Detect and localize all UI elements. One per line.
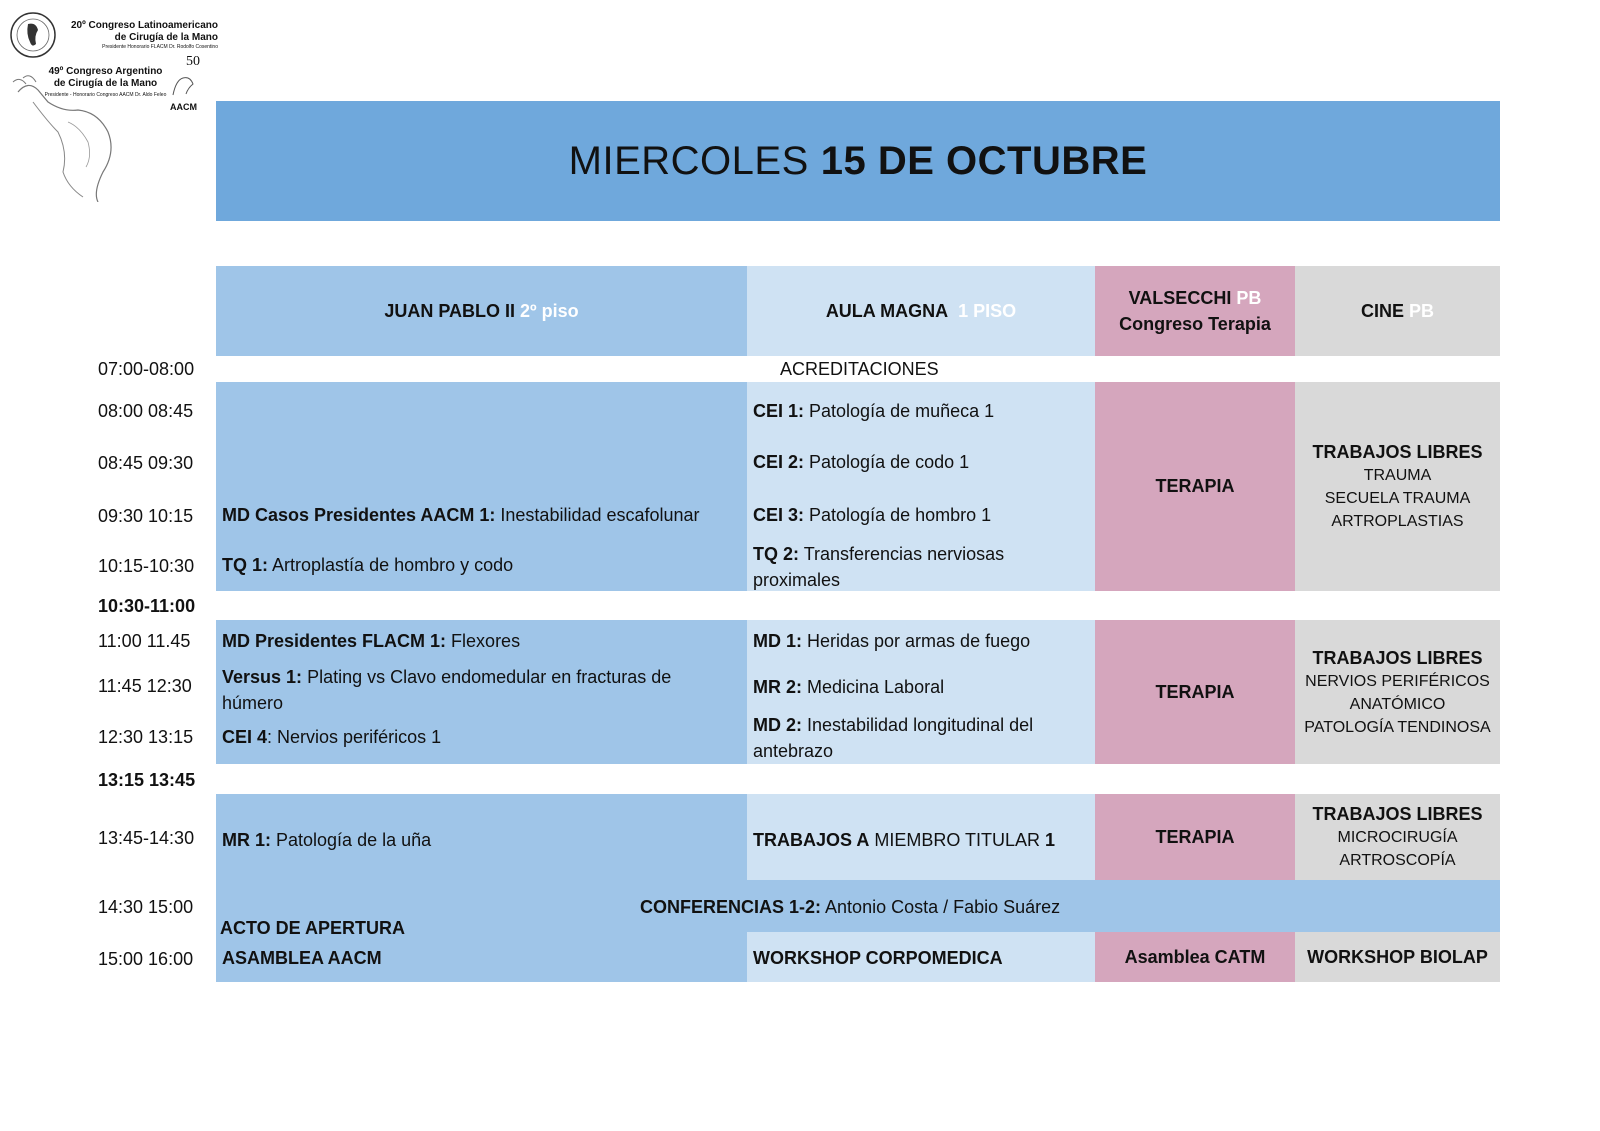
time-label: 11:00 11.45 [98, 631, 191, 651]
time-label: 10:15-10:30 [98, 556, 195, 576]
session-title: Plating vs Clavo endomedular en fracturas de húmero [222, 667, 672, 713]
trabajos-libres-item: PATOLOGÍA TENDINOSA [1304, 718, 1491, 736]
time-label: 13:45-14:30 [98, 828, 195, 848]
session-title: Inestabilidad escafolunar [495, 505, 700, 525]
session-versus1 [216, 664, 716, 716]
session-code: MD 2: [753, 715, 802, 735]
trabajos-libres-item: ARTROPLASTIAS [1331, 513, 1464, 530]
session-code: CEI 4 [222, 727, 268, 747]
session-md-casos-presidentes [216, 502, 747, 528]
asamblea-aacm: ASAMBLEA AACM [222, 948, 382, 968]
session-title: Inestabilidad longitudinal del antebrazo [753, 715, 1034, 761]
header-valsecchi-name: VALSECCHI [1128, 288, 1232, 308]
header-valsecchi [1095, 266, 1295, 356]
trabajos-libres-title: TRABAJOS LIBRES [1312, 442, 1483, 462]
time-label: 08:00 08:45 [98, 401, 194, 421]
session-title: Heridas por armas de fuego [802, 631, 1031, 651]
time-label: 12:30 13:15 [98, 727, 194, 747]
session-title: Patología de la uña [271, 830, 432, 850]
session-cei2 [747, 449, 1095, 475]
session-tq1 [216, 552, 747, 578]
hand-drawing-small-icon [168, 70, 198, 100]
logo-line1a: 20º Congreso Latinoamericano [70, 20, 218, 31]
session-title: Medicina Laboral [802, 677, 945, 697]
terapia-label: TERAPIA [1155, 476, 1235, 496]
congress-logo [8, 10, 218, 215]
block2-terapia [1095, 620, 1295, 764]
block2-trabajos-libres [1295, 620, 1500, 764]
terapia-label: TERAPIA [1155, 826, 1235, 847]
session-mr2 [747, 674, 1095, 700]
session-code: MR 2: [753, 677, 802, 697]
header-juan-pablo-floor: 2º piso [520, 301, 579, 321]
session-code: CEI 2: [753, 452, 805, 472]
acto-de-apertura: ACTO DE APERTURA [220, 918, 406, 938]
session-code: MD Presidentes FLACM 1: [222, 631, 447, 651]
session-title: Antonio Costa / Fabio Suárez [821, 897, 1061, 917]
workshop-biolap-label: WORKSHOP BIOLAP [1307, 946, 1488, 967]
session-code: TRABAJOS A [753, 830, 870, 850]
session-title: Artroplastía de hombro y codo [268, 555, 514, 575]
session-code: TQ 1: [222, 555, 269, 575]
session-md2 [747, 712, 1077, 764]
trabajos-libres-title: TRABAJOS LIBRES [1312, 804, 1483, 824]
session-number: 1 [1045, 830, 1056, 850]
block1-terapia [1095, 382, 1295, 591]
header-cine [1295, 266, 1500, 356]
latin-america-globe-icon [8, 10, 58, 60]
session-code: MD Casos Presidentes AACM 1: [222, 505, 496, 525]
time-label: 15:00 16:00 [98, 949, 194, 969]
session-cei3 [747, 502, 1095, 528]
logo-line2-sub: Presidente - Honorario Congreso AACM Dr. Aldo Feleo [44, 92, 167, 98]
session-tq2 [747, 541, 1067, 593]
asamblea-catm-cell [1095, 932, 1295, 982]
session-cei1 [747, 398, 1095, 424]
logo-line2b: de Cirugía de la Mano [53, 78, 158, 89]
logo-line2a: 49º Congreso Argentino [48, 66, 163, 77]
logo-line1-sub: Presidente Honorario FLACM Dr. Rodolfo Cosentino [102, 44, 218, 50]
session-code: CONFERENCIAS 1-2: [640, 897, 822, 917]
header-cine-floor: PB [1409, 301, 1435, 321]
aacm-logo-text: AACM [170, 102, 197, 112]
workshop-biolap-cell [1295, 932, 1500, 982]
session-trabajos-miembro-titular [747, 827, 1095, 853]
block3-trabajos-libres [1295, 794, 1500, 880]
session-md1 [747, 628, 1095, 654]
anniversary-number: 50 [186, 54, 200, 69]
time-label: 09:30 10:15 [98, 506, 194, 526]
header-juan-pablo-name: JUAN PABLO II [384, 301, 516, 321]
session-title: Patología de hombro 1 [804, 505, 992, 525]
title-day: MIERCOLES [568, 138, 809, 183]
block1-trabajos-libres [1295, 382, 1500, 591]
session-code: MD 1: [753, 631, 802, 651]
session-code: MR 1: [222, 830, 271, 850]
time-label: 13:15 13:45 [98, 770, 196, 790]
session-code: CEI 3: [753, 505, 805, 525]
asamblea-catm-label: Asamblea CATM [1124, 946, 1266, 967]
time-label: 07:00-08:00 [98, 359, 195, 379]
trabajos-libres-item: MICROCIRUGÍA [1337, 829, 1458, 846]
session-cei4 [216, 724, 747, 750]
session-title: MIEMBRO TITULAR [869, 830, 1046, 850]
time-label: 14:30 15:00 [98, 897, 194, 917]
trabajos-libres-item: NERVIOS PERIFÉRICOS [1305, 672, 1490, 690]
trabajos-libres-item: TRAUMA [1363, 467, 1432, 484]
session-title: Patología de muñeca 1 [804, 401, 995, 421]
session-code: Versus 1: [222, 667, 303, 687]
session-md-presidentes-flacm [216, 628, 747, 654]
trabajos-libres-title: TRABAJOS LIBRES [1312, 647, 1483, 668]
time-label: 10:30-11:00 [98, 596, 196, 616]
workshop-corpomedica: WORKSHOP CORPOMEDICA [753, 948, 1003, 968]
logo-line1b: de Cirugía de la Mano [114, 32, 218, 43]
session-title: Transferencias nerviosas proximales [753, 544, 1005, 590]
terapia-label: TERAPIA [1155, 681, 1235, 702]
page-title [216, 101, 1500, 221]
header-cine-name: CINE [1360, 301, 1404, 321]
session-code: TQ 2: [753, 544, 800, 564]
session-title: Patología de codo 1 [804, 452, 970, 472]
session-code: CEI 1: [753, 401, 805, 421]
header-valsecchi-sub: Congreso Terapia [1119, 314, 1271, 334]
session-mr1 [216, 827, 747, 853]
header-aula-magna-floor: 1 PISO [958, 301, 1017, 321]
header-aula-magna-name: AULA MAGNA [825, 301, 949, 321]
session-title: : Nervios periféricos 1 [267, 727, 442, 747]
session-title: Flexores [446, 631, 521, 651]
hand-sketch-icon [8, 72, 138, 202]
acreditaciones-label: ACREDITACIONES [780, 359, 939, 379]
title-date: 15 DE OCTUBRE [820, 138, 1148, 183]
trabajos-libres-item: ANATÓMICO [1349, 695, 1446, 713]
trabajos-libres-item: ARTROSCOPÍA [1339, 852, 1456, 869]
time-label: 08:45 09:30 [98, 453, 194, 473]
block3-terapia [1095, 794, 1295, 880]
header-aula-magna [747, 266, 1095, 356]
trabajos-libres-item: SECUELA TRAUMA [1324, 490, 1471, 507]
header-juan-pablo [216, 266, 747, 356]
time-label: 11:45 12:30 [98, 676, 192, 696]
header-valsecchi-floor: PB [1236, 288, 1262, 308]
